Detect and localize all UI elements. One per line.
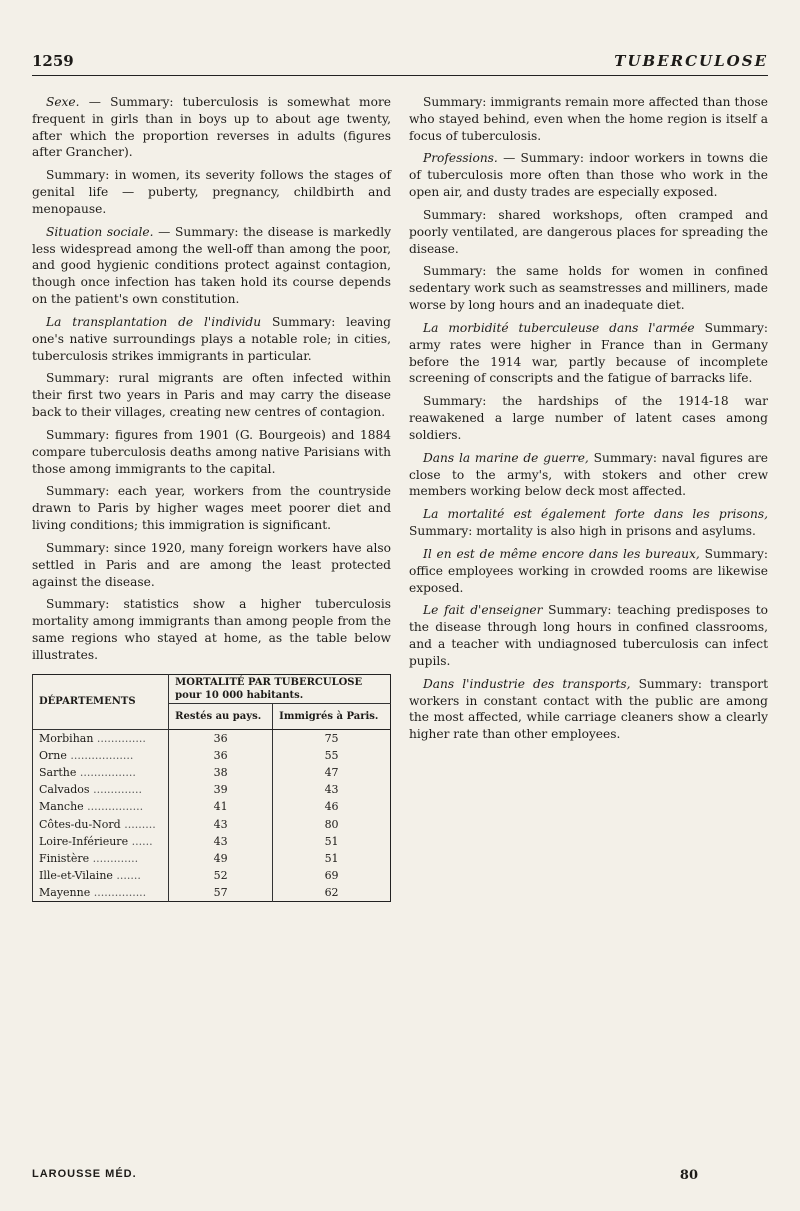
immigrated-cell bbox=[273, 816, 391, 833]
immigrated-cell bbox=[273, 798, 391, 815]
left-paragraphs bbox=[32, 94, 391, 664]
paragraph-heading: Situation sociale. — bbox=[46, 224, 171, 239]
immigrated-cell bbox=[273, 729, 391, 747]
stayed-cell-value: 39 bbox=[213, 783, 228, 797]
paragraph-text: Summary: each year, workers from the countryside drawn to Paris by higher wages meet poorer diet and living conditions; this immigration is significant. bbox=[32, 484, 391, 533]
stayed-cell-value: 41 bbox=[213, 800, 228, 814]
department-cell bbox=[33, 729, 169, 747]
paragraph bbox=[409, 94, 768, 144]
department-cell bbox=[33, 816, 169, 833]
leader-dots: ................ bbox=[76, 766, 136, 780]
immigrated-cell-value: 55 bbox=[324, 748, 339, 762]
paragraph bbox=[32, 314, 391, 364]
table-row bbox=[33, 867, 391, 884]
leader-dots: ....... bbox=[112, 869, 141, 883]
department-cell-value: Morbihan bbox=[39, 731, 94, 745]
paragraph-text: Summary: since 1920, many foreign workers have also settled in Paris and are among the least protected against the disease. bbox=[32, 540, 391, 589]
paragraph-heading: La morbidité tuberculeuse dans l'armée bbox=[423, 320, 695, 335]
paragraph bbox=[32, 94, 391, 161]
immigrated-cell-value: 51 bbox=[324, 834, 339, 848]
leader-dots: .............. bbox=[89, 783, 143, 797]
paragraph bbox=[32, 370, 391, 420]
table-row bbox=[33, 729, 391, 747]
leader-dots: .............. bbox=[93, 731, 146, 745]
stayed-cell bbox=[169, 764, 273, 781]
table-row bbox=[33, 850, 391, 867]
paragraph-text: Summary: in women, its severity follows the stages of genital life — puberty, pregnancy, childbirth and menopause. bbox=[32, 168, 391, 216]
paragraph-heading: Dans la marine de guerre, bbox=[423, 450, 589, 465]
paragraph-text: Summary: shared workshops, often cramped and poorly ventilated, are dangerous places for spreading the disease. bbox=[409, 207, 768, 256]
stayed-cell bbox=[169, 798, 273, 815]
immigrated-cell-value: 46 bbox=[324, 800, 339, 814]
section-title: TUBERCULOSE bbox=[614, 52, 768, 70]
paragraph bbox=[409, 207, 768, 257]
stayed-cell bbox=[169, 747, 273, 764]
department-cell-value: Finistère bbox=[39, 851, 90, 865]
paragraph bbox=[409, 506, 768, 540]
immigrated-cell bbox=[273, 747, 391, 764]
leader-dots: ............. bbox=[89, 851, 139, 865]
stayed-cell-value: 49 bbox=[213, 851, 228, 865]
paragraph-heading: Professions. — bbox=[423, 151, 516, 166]
stayed-cell bbox=[169, 781, 273, 798]
department-cell bbox=[33, 781, 169, 798]
paragraph-text: Summary: statistics show a higher tuberculosis mortality among immigrants than among people from the same regions who stayed at home, as the table below illustrates. bbox=[32, 597, 391, 662]
paragraph-text: Summary: office employees working in crowded rooms are likewise exposed. bbox=[409, 546, 768, 595]
paragraph bbox=[409, 320, 768, 387]
stayed-cell-value: 57 bbox=[213, 886, 228, 900]
leader-dots: ................ bbox=[83, 800, 144, 814]
paragraph-heading: La transplantation de l'individu bbox=[46, 314, 262, 329]
department-cell-value: Ille-et-Vilaine bbox=[39, 869, 113, 883]
immigrated-cell-value: 80 bbox=[324, 817, 339, 831]
department-cell-value: Manche bbox=[39, 800, 84, 814]
paragraph-text: Summary: the same holds for women in confined sedentary work such as seamstresses and milliners, made worse by long hours and an inadequate diet. bbox=[409, 264, 768, 313]
running-head bbox=[32, 52, 768, 76]
publisher-mark: LAROUSSE MÉD. bbox=[32, 1168, 137, 1180]
paragraph-text: Summary: tuberculosis is somewhat more frequent in girls than in boys up to about age twenty, after which the proportion reverses in adults (figures after Grancher). bbox=[32, 95, 391, 160]
paragraph bbox=[409, 263, 768, 313]
text-columns bbox=[32, 94, 768, 1154]
immigrated-cell bbox=[273, 781, 391, 798]
department-cell bbox=[33, 747, 169, 764]
paragraph bbox=[32, 483, 391, 533]
paragraph-text: Summary: indoor workers in towns die of tuberculosis more often than those who work in the open air, and dusty trades are especially exposed. bbox=[409, 151, 768, 200]
immigrated-cell bbox=[273, 833, 391, 850]
stayed-cell bbox=[169, 833, 273, 850]
immigrated-cell-value: 43 bbox=[324, 783, 339, 797]
stayed-cell-value: 43 bbox=[213, 817, 228, 831]
stayed-cell bbox=[169, 850, 273, 867]
table-body bbox=[33, 729, 391, 902]
department-cell-value: Orne bbox=[39, 748, 67, 762]
immigrated-cell-value: 75 bbox=[324, 731, 339, 745]
table-row bbox=[33, 816, 391, 833]
stayed-cell-value: 43 bbox=[213, 834, 228, 848]
stayed-cell bbox=[169, 729, 273, 747]
sheet-number: 80 bbox=[679, 1168, 698, 1183]
paragraph-text: Summary: transport workers in constant contact with the public are among the most affected, while carriage cleaners show a clearly higher rate than other employees. bbox=[409, 676, 769, 742]
group-header-title: MORTALITÉ PAR TUBERCULOSE bbox=[175, 676, 363, 688]
stayed-cell bbox=[169, 884, 273, 902]
table-row bbox=[33, 781, 391, 798]
leader-dots: .................. bbox=[66, 748, 134, 762]
immigrated-cell bbox=[273, 884, 391, 902]
paragraph bbox=[409, 450, 768, 500]
paragraph-text: Summary: army rates were higher in France than in Germany before the 1914 war, partly because of incomplete screening of conscripts and the fatigue of barracks life. bbox=[409, 320, 768, 386]
right-column bbox=[409, 94, 768, 1154]
paragraph-heading: Il en est de même encore dans les bureaux, bbox=[423, 546, 700, 561]
mortality-table bbox=[32, 674, 391, 903]
department-cell bbox=[33, 867, 169, 884]
department-cell bbox=[33, 850, 169, 867]
immigrated-cell bbox=[273, 850, 391, 867]
paragraph-text: Summary: rural migrants are often infected within their first two years in Paris and may carry the disease back to their villages, creating new centres of contagion. bbox=[32, 371, 391, 420]
paragraph bbox=[32, 224, 391, 308]
page-footer bbox=[32, 1168, 768, 1183]
immigrated-header: Immigrés à Paris. bbox=[273, 703, 391, 729]
leader-dots: ......... bbox=[120, 817, 156, 831]
leader-dots: ............... bbox=[90, 886, 147, 900]
departments-header: DÉPARTEMENTS bbox=[33, 674, 169, 729]
stayed-cell-value: 52 bbox=[213, 869, 228, 883]
paragraph bbox=[32, 540, 391, 590]
group-header bbox=[169, 674, 391, 703]
paragraph-text: Summary: immigrants remain more affected than those who stayed behind, even when the home region is itself a focus of tuberculosis. bbox=[409, 95, 768, 143]
department-cell-value: Calvados bbox=[39, 783, 90, 797]
stayed-cell-value: 38 bbox=[213, 766, 228, 780]
paragraph-text: Summary: the hardships of the 1914-18 war reawakened a large number of latent cases among soldiers. bbox=[409, 394, 768, 442]
department-cell bbox=[33, 798, 169, 815]
paragraph bbox=[409, 546, 768, 596]
stayed-cell-value: 36 bbox=[213, 731, 228, 745]
immigrated-cell-value: 69 bbox=[324, 869, 339, 883]
paragraph-text: Summary: teaching predisposes to the disease through long hours in confined classrooms, and a teacher with undiagnosed tuberculosis can infect pupils. bbox=[409, 603, 768, 668]
immigrated-cell bbox=[273, 764, 391, 781]
department-cell-value: Loire-Inférieure bbox=[39, 834, 129, 848]
table-row bbox=[33, 764, 391, 781]
immigrated-cell-value: 47 bbox=[324, 766, 339, 780]
paragraph-text: Summary: figures from 1901 (G. Bourgeois) and 1884 compare tuberculosis deaths among native Parisians with those among immigrants to the capital. bbox=[32, 427, 391, 476]
immigrated-cell-value: 62 bbox=[324, 886, 339, 900]
department-cell-value: Côtes-du-Nord bbox=[39, 817, 121, 831]
immigrated-cell bbox=[273, 867, 391, 884]
paragraph-heading: Dans l'industrie des transports, bbox=[423, 676, 631, 691]
paragraph-heading: La mortalité est également forte dans les prisons, bbox=[423, 507, 768, 522]
department-cell-value: Sarthe bbox=[39, 766, 77, 780]
stayed-cell bbox=[169, 816, 273, 833]
page-number: 1259 bbox=[32, 52, 74, 70]
department-cell bbox=[33, 833, 169, 850]
paragraph bbox=[409, 602, 768, 669]
paragraph-text: Summary: leaving one's native surroundings plays a notable role; in cities, tuberculosis strikes immigrants in particular. bbox=[32, 314, 391, 363]
paragraph bbox=[409, 150, 768, 200]
paragraph-text: Summary: the disease is markedly less widespread among the well-off than among the poor, and good hygienic conditions protect against contagion, though once infection has taken hold its course depends on the patient's own constitution. bbox=[32, 224, 392, 307]
paragraph bbox=[409, 393, 768, 443]
leader-dots: ...... bbox=[128, 834, 153, 848]
department-cell bbox=[33, 884, 169, 902]
paragraph-text: Summary: mortality is also high in prisons and asylums. bbox=[409, 524, 756, 539]
left-column bbox=[32, 94, 391, 1154]
right-paragraphs bbox=[409, 94, 768, 743]
group-header-subtitle: pour 10 000 habitants. bbox=[175, 689, 304, 701]
department-cell-value: Mayenne bbox=[39, 886, 91, 900]
paragraph bbox=[32, 427, 391, 477]
paragraph-text: Summary: naval figures are close to the army's, with stokers and other crew members working below deck most affected. bbox=[409, 450, 769, 499]
table-row bbox=[33, 747, 391, 764]
immigrated-cell-value: 51 bbox=[324, 851, 339, 865]
paragraph bbox=[32, 596, 391, 663]
paragraph bbox=[32, 167, 391, 217]
stayed-header: Restés au pays. bbox=[169, 703, 273, 729]
table-row bbox=[33, 884, 391, 902]
table-row bbox=[33, 833, 391, 850]
paragraph bbox=[409, 676, 768, 743]
department-cell bbox=[33, 764, 169, 781]
paragraph-heading: Le fait d'enseigner bbox=[423, 603, 543, 618]
table-row bbox=[33, 798, 391, 815]
stayed-cell bbox=[169, 867, 273, 884]
stayed-cell-value: 36 bbox=[213, 748, 228, 762]
paragraph-heading: Sexe. — bbox=[46, 95, 101, 109]
